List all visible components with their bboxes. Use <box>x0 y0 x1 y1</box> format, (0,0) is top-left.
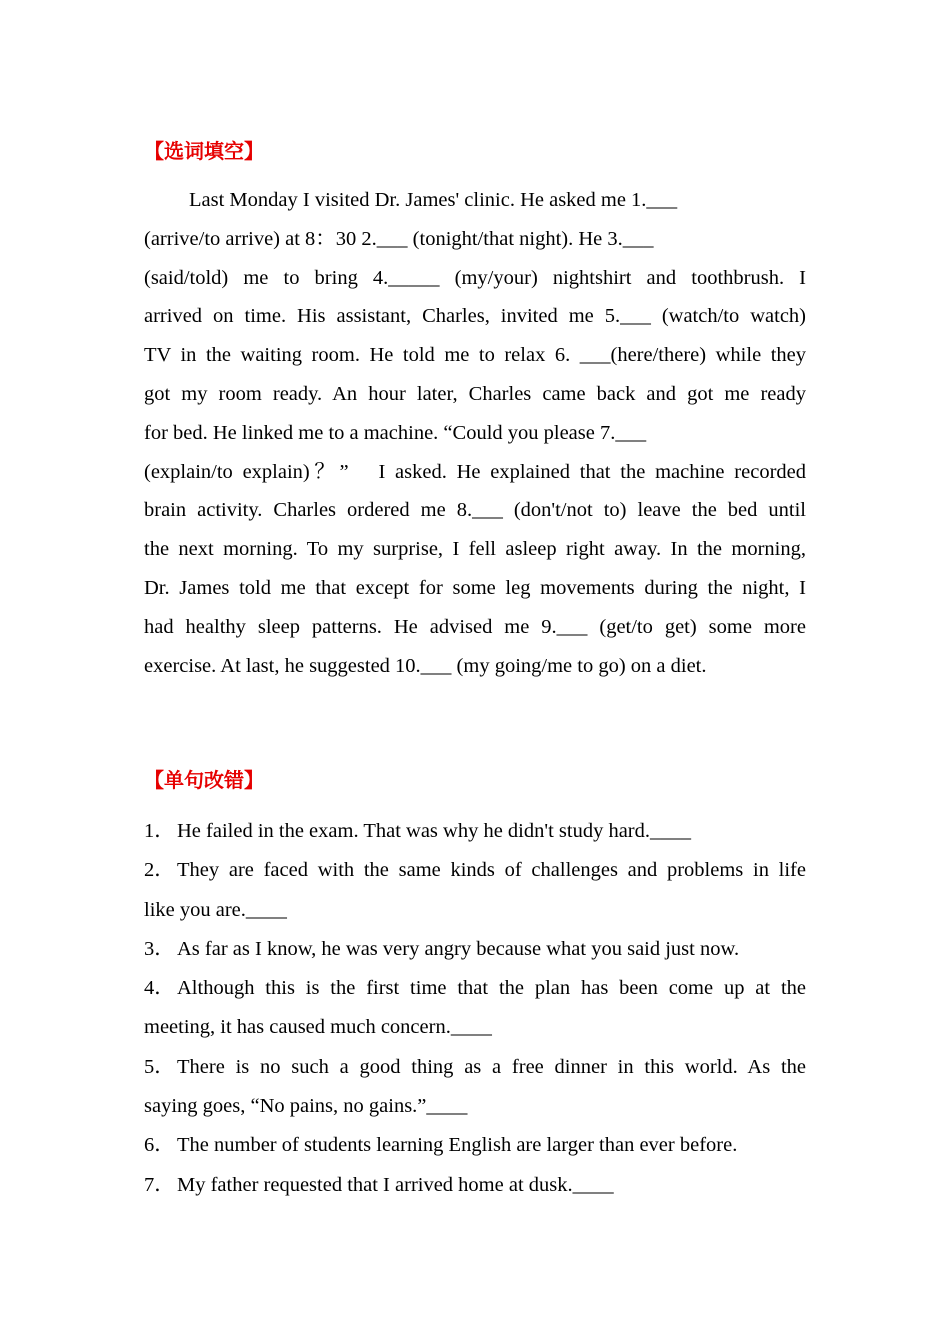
passage-line: got my room ready. An hour later, Charles came back and got me ready <box>144 382 806 405</box>
item-number: 3． <box>144 937 175 960</box>
sentence-item-2-cont: like you are.____ <box>144 898 287 921</box>
item-number: 7． <box>144 1173 175 1196</box>
item-text: Although this is the first time that the plan has been come up at the <box>177 977 806 1000</box>
item-text: The number of students learning English are larger than ever before. <box>177 1134 738 1157</box>
passage-line: exercise. At last, he suggested 10.___ (my going/me to go) on a diet. <box>144 654 707 677</box>
sentence-item-1 <box>144 812 806 851</box>
sentence-list <box>144 812 806 1205</box>
passage-line: TV in the waiting room. He told me to relax 6. ___(here/there) while they <box>144 344 806 367</box>
passage-line: the next morning. To my surprise, I fell asleep right away. In the morning, <box>144 538 806 561</box>
item-text: They are faced with the same kinds of challenges and problems in life <box>177 859 806 882</box>
passage-line: Dr. James told me that except for some leg movements during the night, I <box>144 576 806 599</box>
item-number: 6． <box>144 1134 175 1157</box>
sentence-item-4 <box>144 969 806 1008</box>
passage-line: (explain/to explain)？” I asked. He explained that the machine recorded <box>144 460 806 483</box>
sentence-item-2 <box>144 851 806 890</box>
section-heading-fill-in: 【选词填空】 <box>144 139 264 163</box>
sentence-item-4-cont: meeting, it has caused much concern.____ <box>144 1016 492 1039</box>
sentence-item-3 <box>144 930 806 969</box>
passage-line: Last Monday I visited Dr. James' clinic. He asked me 1.___ <box>189 189 678 211</box>
item-text: There is no such a good thing as a free dinner in this world. As the <box>177 1055 806 1078</box>
item-text: As far as I know, he was very angry because what you said just now. <box>177 937 740 960</box>
passage-line: (arrive/to arrive) at 8：30 2.___ (tonight/that night). He 3.___ <box>144 227 654 250</box>
item-text: My father requested that I arrived home at dusk.____ <box>177 1173 614 1196</box>
item-number: 1． <box>144 820 175 842</box>
item-text: He failed in the exam. That was why he didn't study hard.____ <box>177 820 691 842</box>
sentence-item-5 <box>144 1048 806 1087</box>
sentence-item-7 <box>144 1166 806 1205</box>
passage-paragraph <box>144 181 806 685</box>
sentence-item-6 <box>144 1126 806 1165</box>
passage-line: for bed. He linked me to a machine. “Could you please 7.___ <box>144 421 647 444</box>
item-number: 2． <box>144 859 175 882</box>
section-heading-error-correction: 【单句改错】 <box>144 768 264 792</box>
item-number: 4． <box>144 977 175 1000</box>
item-number: 5． <box>144 1055 175 1078</box>
passage-line: (said/told) me to bring 4._____ (my/your) nightshirt and toothbrush. I <box>144 266 806 289</box>
passage-line: arrived on time. His assistant, Charles, invited me 5.___ (watch/to watch) <box>144 305 806 328</box>
sentence-item-5-cont: saying goes, “No pains, no gains.”____ <box>144 1095 468 1118</box>
passage-line: brain activity. Charles ordered me 8.___ (don't/not to) leave the bed until <box>144 499 806 522</box>
passage-line: had healthy sleep patterns. He advised me 9.___ (get/to get) some more <box>144 615 806 638</box>
